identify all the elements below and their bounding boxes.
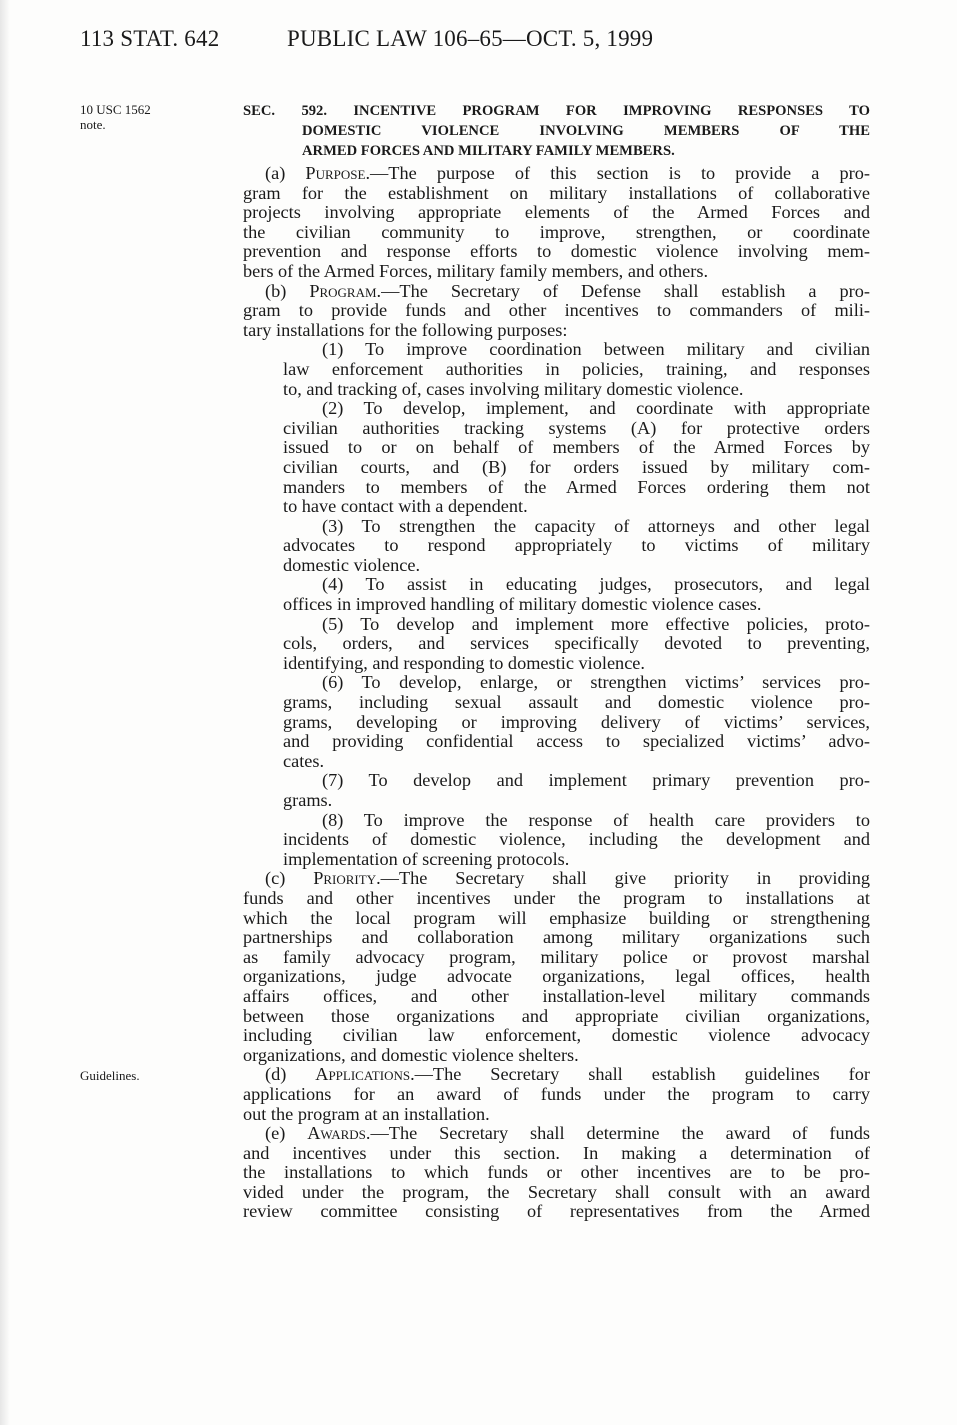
subsection-heading: Program — [309, 280, 377, 301]
text-line: applications for an award of funds under the program to carry — [243, 1083, 870, 1104]
list-item — [243, 517, 870, 576]
text-line: manders to members of the Armed Forces ordering them not — [283, 476, 870, 497]
text-line: issued to or on behalf of members of the Armed Forces by — [283, 437, 870, 458]
line-text: .—The Secretary shall determine the award of funds — [365, 1123, 870, 1144]
running-header: PUBLIC LAW 106–65—OCT. 5, 1999 — [287, 26, 654, 51]
text-line: advocates to respond appropriately to victims of military — [283, 535, 870, 556]
margin-note-usc-note: note. — [80, 117, 106, 132]
list-item — [243, 771, 870, 810]
scan-edge — [0, 0, 10, 1425]
page-citation: 113 STAT. 642 — [80, 26, 220, 51]
list-item — [243, 615, 870, 674]
text-line: (1) To improve coordination between military and civilian — [322, 339, 870, 360]
text-line: implementation of screening protocols. — [283, 848, 570, 869]
text-line: (4) To assist in educating judges, prosecutors, and legal — [322, 574, 870, 595]
text-line — [243, 869, 870, 889]
text-line: domestic violence. — [283, 554, 421, 575]
text-line: tary installations for the following purposes: — [243, 319, 568, 340]
text-line: gram for the establishment on military installations of collaborative — [243, 182, 870, 203]
text-line: including civilian law enforcement, domestic violence advocacy — [243, 1025, 870, 1046]
text-line: organizations, and domestic violence shelters. — [243, 1044, 579, 1065]
text-line — [243, 164, 870, 184]
text-line: identifying, and responding to domestic violence. — [283, 652, 645, 673]
subsection-heading: Priority — [313, 868, 377, 889]
section-heading-line: ARMED FORCES AND MILITARY FAMILY MEMBERS. — [302, 143, 675, 159]
subsection-number: (e) — [265, 1123, 308, 1144]
text-line: as family advocacy program, military police or provost marshal — [243, 946, 870, 967]
list-item — [243, 340, 870, 399]
text-line: law enforcement authorities in policies, training, and responses — [283, 358, 870, 379]
text-line: partnerships and collaboration among military organizations such — [243, 927, 870, 948]
section-heading — [243, 101, 870, 161]
margin-note-guidelines: Guidelines. — [80, 1068, 140, 1083]
subsection-number: (c) — [265, 868, 314, 889]
list-item — [243, 673, 870, 771]
text-line: (3) To strengthen the capacity of attorneys and other legal — [322, 515, 870, 536]
section-body — [243, 164, 870, 1222]
text-line: bers of the Armed Forces, military family members, and others. — [243, 260, 709, 281]
text-line: incidents of domestic violence, including the development and — [283, 829, 870, 850]
text-line: to have contact with a dependent. — [283, 496, 528, 517]
text-line: and incentives under this section. In making a determination of — [243, 1142, 870, 1163]
text-line: grams, including sexual assault and domestic violence pro- — [283, 692, 870, 713]
text-line: (5) To develop and implement more effective policies, proto- — [322, 613, 870, 634]
text-line: cols, orders, and services specifically devoted to preventing, — [283, 633, 870, 654]
line-text: .—The Secretary of Defense shall establish a pro- — [376, 280, 870, 301]
list-item — [243, 399, 870, 517]
text-line: offices in improved handling of military domestic violence cases. — [283, 594, 762, 615]
text-line: between those organizations and appropriate civilian organizations, — [243, 1005, 870, 1026]
text-line: (7) To develop and implement primary prevention pro- — [322, 770, 870, 791]
subsection-number: (d) — [265, 1064, 316, 1085]
subsection-heading: Applications — [315, 1064, 411, 1085]
text-line — [243, 1124, 870, 1144]
text-line — [243, 1065, 870, 1085]
line-text: .—The Secretary shall establish guidelines for — [410, 1064, 870, 1085]
margin-note-usc-code: 10 USC 1562 — [80, 102, 151, 117]
text-line: the installations to which funds or other incentives are to be pro- — [243, 1162, 870, 1183]
list-item — [243, 811, 870, 870]
text-line: grams. — [283, 790, 333, 810]
subsection-number: (b) — [265, 280, 310, 301]
list-item — [243, 575, 870, 614]
text-line: civilian authorities tracking systems (A) for protective orders — [283, 417, 870, 438]
text-line: affairs offices, and other installation-level military commands — [243, 985, 870, 1006]
line-text: .—The Secretary shall give priority in providing — [376, 868, 870, 889]
subsection-paragraph — [243, 869, 870, 1065]
subsection-paragraph — [243, 164, 870, 282]
text-line: (6) To develop, enlarge, or strengthen victims’ services pro- — [322, 672, 870, 693]
text-line: prevention and response efforts to domestic violence involving mem- — [243, 241, 870, 262]
line-text: .—The purpose of this section is to provide a pro- — [365, 163, 870, 183]
subsection-paragraph — [243, 282, 870, 341]
text-line: grams, developing or improving delivery of victims’ services, — [283, 711, 870, 732]
text-line — [243, 282, 870, 302]
text-line: civilian courts, and (B) for orders issued by military com- — [283, 456, 870, 477]
text-line: to, and tracking of, cases involving military domestic violence. — [283, 378, 744, 399]
subsection-heading: Awards — [307, 1123, 366, 1144]
text-line: funds and other incentives under the program to installations at — [243, 887, 870, 908]
margin-note-usc — [80, 102, 151, 132]
text-line: the civilian community to improve, strengthen, or coordinate — [243, 221, 870, 242]
text-line: out the program at an installation. — [243, 1103, 490, 1124]
text-line: gram to provide funds and other incentives to commanders of mili- — [243, 300, 870, 321]
text-line: (2) To develop, implement, and coordinate with appropriate — [322, 398, 870, 419]
text-line: (8) To improve the response of health care providers to — [322, 809, 870, 830]
text-line: and providing confidential access to specialized victims’ advo- — [283, 731, 870, 752]
subsection-heading: Purpose — [305, 163, 366, 183]
section-heading-line: SEC. 592. INCENTIVE PROGRAM FOR IMPROVING RESPONSES TO — [243, 103, 870, 119]
text-line: organizations, judge advocate organizations, legal offices, health — [243, 966, 870, 987]
text-line: review committee consisting of representatives from the Armed — [243, 1201, 870, 1222]
text-line: projects involving appropriate elements of the Armed Forces and — [243, 202, 870, 223]
text-line: cates. — [283, 750, 325, 771]
text-line: which the local program will emphasize building or strengthening — [243, 907, 870, 928]
subsection-number: (a) — [265, 163, 306, 183]
section-heading-line: DOMESTIC VIOLENCE INVOLVING MEMBERS OF THE — [302, 123, 870, 139]
text-line: vided under the program, the Secretary shall consult with an award — [243, 1181, 870, 1202]
subsection-paragraph — [243, 1065, 870, 1124]
subsection-paragraph — [243, 1124, 870, 1222]
